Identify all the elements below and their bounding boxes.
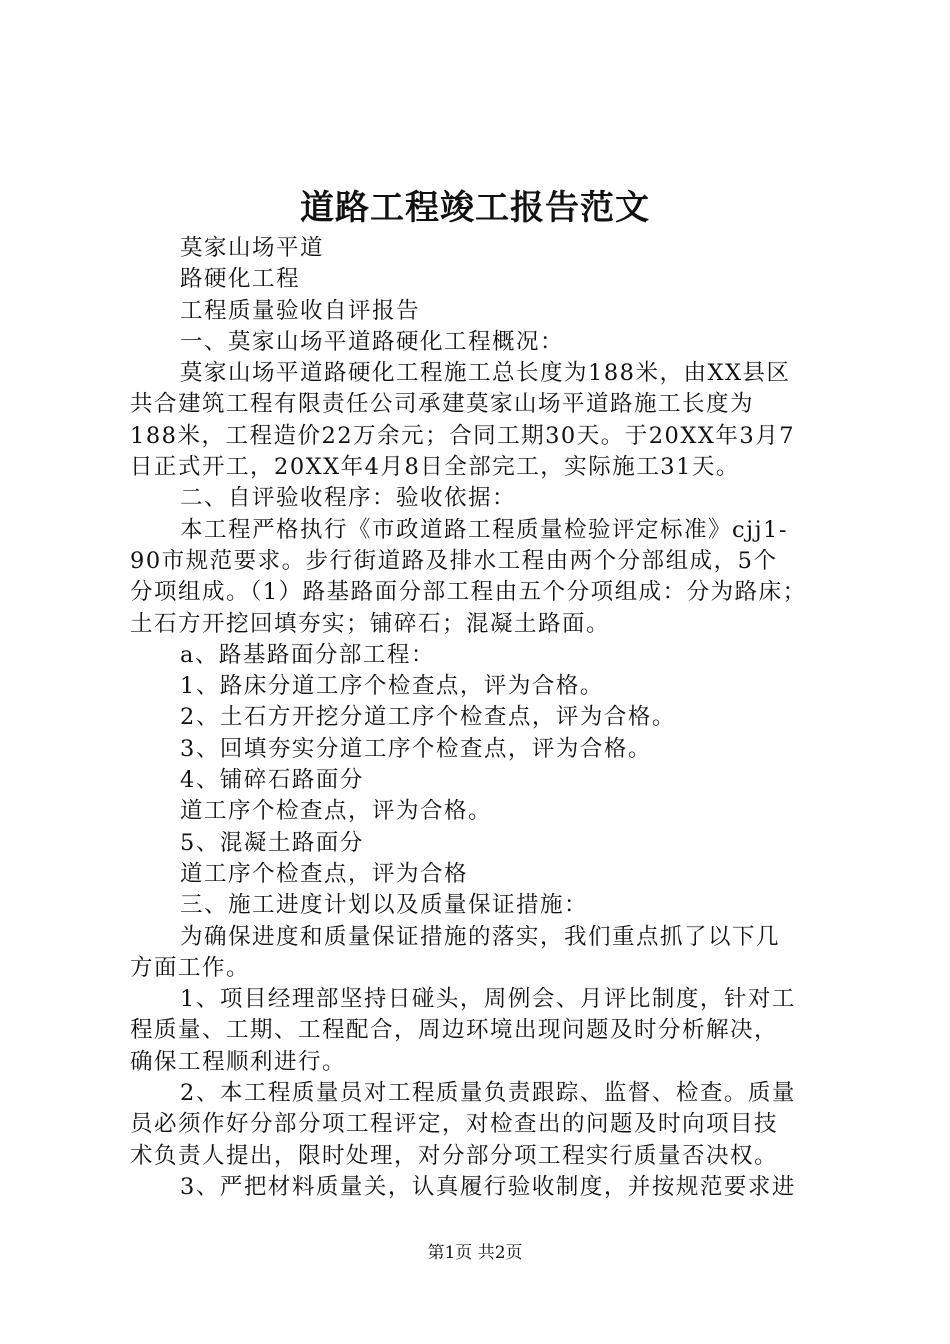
body-line: 路硬化工程 bbox=[180, 266, 301, 293]
body-line: 日正式开工，20XX年4月8日全部完工，实际施工31天。 bbox=[130, 454, 740, 481]
section-heading: 三、施工进度计划以及质量保证措施： bbox=[180, 892, 589, 919]
body-line: 分项组成。（1）路基路面分部工程由五个分项组成：分为路床； bbox=[130, 579, 807, 606]
document-title: 道路工程竣工报告范文 bbox=[300, 188, 650, 228]
body-line: 188米，工程造价22万余元；合同工期30天。于20XX年3月7 bbox=[130, 422, 796, 449]
page-number: 第1页 共2页 bbox=[427, 1243, 523, 1263]
section-heading: 一、莫家山场平道路硬化工程概况： bbox=[180, 328, 565, 355]
body-line: 程质量、工期、工程配合，周边环境出现问题及时分析解决， bbox=[130, 1017, 779, 1044]
list-item: 5、混凝土路面分 bbox=[180, 829, 364, 856]
section-heading: 二、自评验收程序：验收依据： bbox=[180, 485, 517, 512]
body-line: 土石方开挖回填夯实；铺碎石；混凝土路面。 bbox=[130, 610, 611, 637]
body-line: 共合建筑工程有限责任公司承建莫家山场平道路施工长度为 bbox=[130, 391, 755, 418]
body-line: 为确保进度和质量保证措施的落实，我们重点抓了以下几 bbox=[180, 923, 781, 950]
body-line: 莫家山场平道 bbox=[180, 235, 325, 261]
body-line: 本工程严格执行《市政道路工程质量检验评定标准》cjj1- bbox=[180, 516, 788, 543]
body-line: 术负责人提出，限时处理，对分部分项工程实行质量否决权。 bbox=[130, 1142, 779, 1169]
sub-heading: a、路基路面分部工程： bbox=[180, 641, 435, 668]
list-item: 2、本工程质量员对工程质量负责跟踪、监督、检查。质量 bbox=[180, 1080, 796, 1107]
list-item: 1、项目经理部坚持日碰头，周例会、月评比制度，针对工 bbox=[180, 986, 796, 1013]
list-item: 2、土石方开挖分道工序个检查点，评为合格。 bbox=[180, 704, 676, 731]
list-item: 3、回填夯实分道工序个检查点，评为合格。 bbox=[180, 735, 652, 762]
body-line: 道工序个检查点，评为合格。 bbox=[180, 798, 493, 825]
body-line: 90市规范要求。步行街道路及排水工程由两个分部组成，5个 bbox=[130, 547, 778, 574]
body-line: 莫家山场平道路硬化工程施工总长度为188米，由XX县区 bbox=[180, 360, 791, 387]
body-line: 确保工程顺利进行。 bbox=[130, 1048, 347, 1075]
document-body bbox=[130, 233, 840, 1203]
list-item: 4、铺碎石路面分 bbox=[180, 767, 364, 794]
body-line: 工程质量验收自评报告 bbox=[180, 297, 421, 324]
body-line: 道工序个检查点，评为合格 bbox=[180, 860, 469, 887]
body-line: 方面工作。 bbox=[130, 954, 251, 981]
list-item: 1、路床分道工序个检查点，评为合格。 bbox=[180, 673, 604, 700]
list-item: 3、严把材料质量关，认真履行验收制度，并按规范要求进 bbox=[180, 1173, 796, 1200]
body-line: 员必须作好分部分项工程评定，对检查出的问题及时向项目技 bbox=[130, 1111, 779, 1138]
